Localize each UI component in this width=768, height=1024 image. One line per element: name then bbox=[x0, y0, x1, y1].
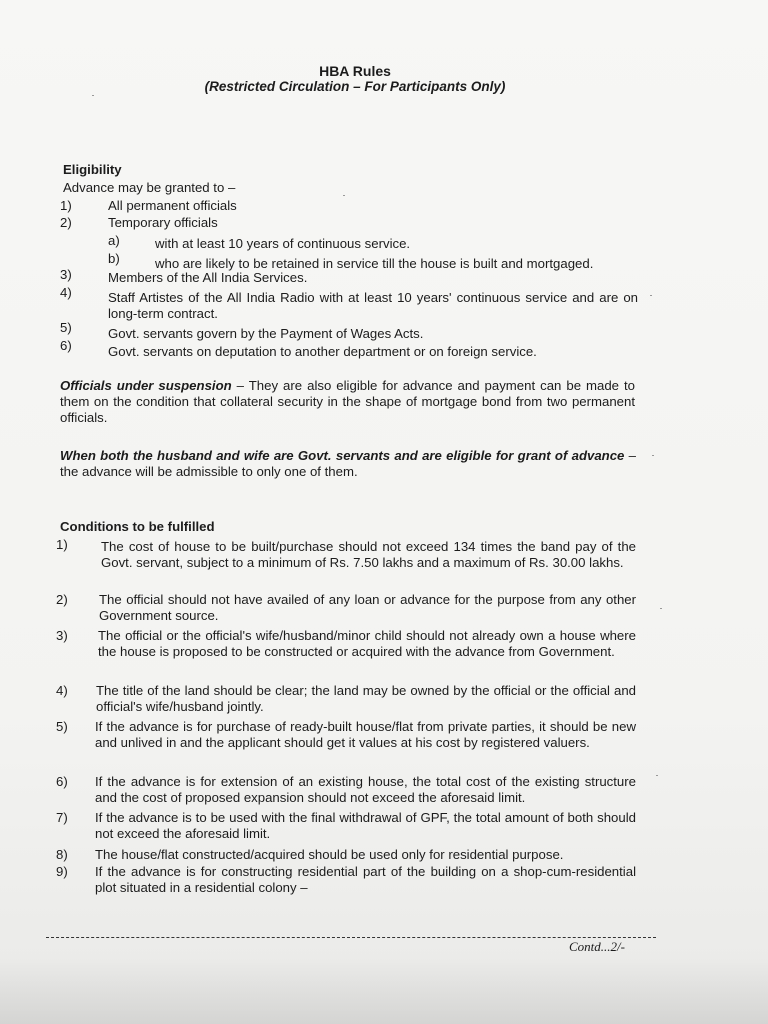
eligibility-list bbox=[60, 198, 660, 368]
list-item-text: Staff Artistes of the All India Radio with at least 10 years' continuous service and are on long-term contract. bbox=[108, 290, 638, 321]
eligibility-intro: Advance may be granted to – bbox=[63, 180, 236, 195]
suspension-text: – They are also eligible for advance and payment can be made to them on the condition that collateral security in the shape of mortgage bond from two permanent officials. bbox=[60, 378, 635, 425]
list-item-text: If the advance is for purchase of ready-built house/flat from private parties, it should be new and unlived in and the applicant should get it values at his cost by registered valuers. bbox=[95, 719, 636, 750]
list-item-text: Govt. servants on deputation to another department or on foreign service. bbox=[108, 344, 537, 359]
list-item-number: 6) bbox=[56, 774, 68, 789]
list-item-number: 2) bbox=[56, 592, 68, 607]
list-item-text: All permanent officials bbox=[108, 198, 237, 213]
conditions-list bbox=[56, 537, 641, 907]
list-item-number: 4) bbox=[60, 285, 72, 300]
list-item-number: 7) bbox=[56, 810, 68, 825]
suspension-lead: Officials under suspension bbox=[60, 378, 232, 393]
list-item-number: b) bbox=[108, 251, 120, 266]
continued-note: Contd...2/- bbox=[569, 939, 625, 954]
list-item-text: If the advance is for constructing residential part of the building on a shop-cum-residential plot situated in a residential colony – bbox=[95, 864, 636, 895]
list-item-text: Members of the All India Services. bbox=[108, 270, 308, 285]
suspension-paragraph bbox=[60, 378, 635, 426]
scan-speck bbox=[652, 455, 654, 456]
list-item-number: 5) bbox=[56, 719, 68, 734]
scan-speck bbox=[656, 775, 658, 776]
list-item-text: The cost of house to be built/purchase should not exceed 134 times the band pay of the Govt. servant, subject to a minimum of Rs. 7.50 lakhs and a maximum of Rs. 30.00 lakhs. bbox=[101, 539, 636, 570]
scan-speck bbox=[343, 195, 345, 196]
list-item-number: 1) bbox=[56, 537, 68, 552]
list-item-number: a) bbox=[108, 233, 120, 248]
list-item-number: 3) bbox=[60, 267, 72, 282]
list-item-number: 9) bbox=[56, 864, 68, 879]
spouses-lead: When both the husband and wife are Govt. servants and are eligible for grant of advance bbox=[60, 448, 625, 463]
list-item-text: If the advance is for extension of an existing house, the total cost of the existing structure and the cost of proposed expansion should not exceed the aforesaid limit. bbox=[95, 774, 636, 805]
spouses-paragraph bbox=[60, 448, 636, 480]
document-subtitle: (Restricted Circulation – For Participants Only) bbox=[204, 79, 506, 94]
conditions-heading: Conditions to be fulfilled bbox=[60, 519, 215, 534]
list-item-number: 3) bbox=[56, 628, 68, 643]
eligibility-heading: Eligibility bbox=[63, 162, 122, 177]
list-item-number: 6) bbox=[60, 338, 72, 353]
spouses-text: – the advance will be admissible to only one of them. bbox=[60, 448, 636, 479]
document-title: HBA Rules bbox=[319, 63, 391, 79]
list-item-text: Govt. servants govern by the Payment of Wages Acts. bbox=[108, 326, 424, 341]
list-item-number: 2) bbox=[60, 215, 72, 230]
scan-speck bbox=[660, 608, 662, 609]
list-item-text: The house/flat constructed/acquired should be used only for residential purpose. bbox=[95, 847, 564, 862]
list-item-text: who are likely to be retained in service till the house is built and mortgaged. bbox=[155, 256, 594, 271]
list-item-number: 4) bbox=[56, 683, 68, 698]
list-item-text: The title of the land should be clear; the land may be owned by the official or the official and official's wife/husband jointly. bbox=[96, 683, 636, 714]
list-item-number: 8) bbox=[56, 847, 68, 862]
list-item-text: If the advance is to be used with the final withdrawal of GPF, the total amount of both should not exceed the aforesaid limit. bbox=[95, 810, 636, 841]
list-item-number: 5) bbox=[60, 320, 72, 335]
list-item-text: The official should not have availed of any loan or advance for the purpose from any other Government source. bbox=[99, 592, 636, 623]
scan-speck bbox=[92, 95, 94, 96]
list-item-text: with at least 10 years of continuous service. bbox=[155, 236, 411, 251]
list-item-text: The official or the official's wife/husband/minor child should not already own a house where the house is proposed to be constructed or acquired with the advance from Government. bbox=[98, 628, 636, 659]
dashed-divider bbox=[46, 937, 656, 938]
list-item-number: 1) bbox=[60, 198, 72, 213]
list-item-text: Temporary officials bbox=[108, 215, 218, 230]
scan-shadow bbox=[0, 958, 768, 1024]
